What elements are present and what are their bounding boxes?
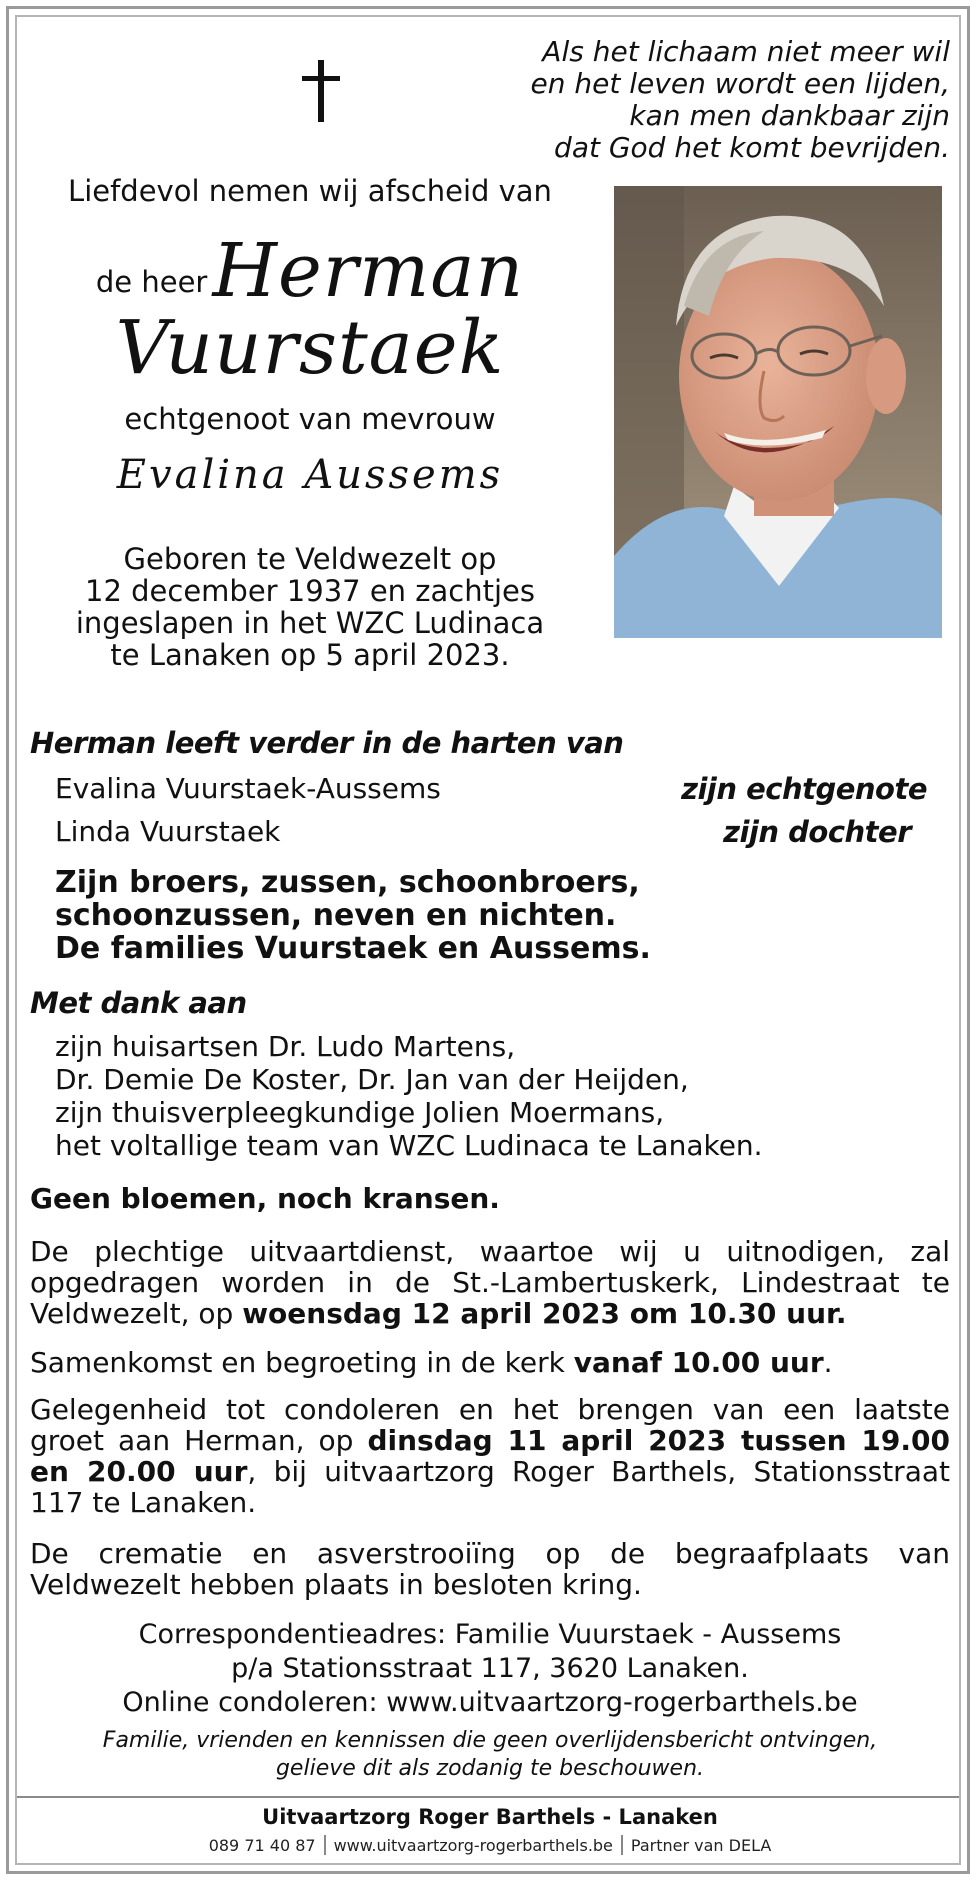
extended-family-line: De families Vuurstaek en Aussems. [55, 931, 651, 966]
thanks-line: zijn huisartsen Dr. Ludo Martens, [55, 1030, 516, 1063]
deceased-first-name: Herman [212, 228, 525, 314]
family-member-relation: zijn echtgenote [681, 772, 927, 806]
footer-website-link[interactable]: www.uitvaartzorg-rogerbarthels.be [333, 1836, 613, 1855]
thanks-list [55, 1030, 763, 1162]
portrait-photo [614, 186, 942, 638]
family-member-relation: zijn dochter [723, 815, 911, 849]
birth-line: ingeslapen in het WZC Ludinaca [75, 606, 545, 640]
gathering-time: vanaf 10.00 uur [573, 1346, 824, 1379]
poem-line: kan men dankbaar zijn [629, 99, 950, 132]
birth-line: 12 december 1937 en zachtjes [85, 574, 535, 608]
deceased-last-name: Vuurstaek [115, 305, 505, 391]
cross-icon [296, 58, 346, 124]
funeral-service-paragraph [30, 1236, 950, 1329]
funeral-home-name: Uitvaartzorg Roger Barthels - Lanaken [262, 1805, 718, 1829]
family-member-row [55, 815, 935, 848]
condolence-paragraph [30, 1394, 950, 1518]
extended-family-line: Zijn broers, zussen, schoonbroers, [55, 865, 640, 900]
family-member-name: Evalina Vuurstaek-Aussems [55, 772, 441, 805]
correspondence-address: Correspondentieadres: Familie Vuurstaek - Aussems [138, 1619, 842, 1650]
footer-separator [621, 1835, 623, 1855]
birth-line: Geboren te Veldwezelt op [123, 542, 497, 576]
note-line: gelieve dit als zodanig te beschouwen. [275, 1756, 705, 1781]
poem-line: en het leven wordt een lijden, [530, 67, 950, 100]
spouse-name: Evalina Aussems [116, 452, 504, 498]
online-condolence-link[interactable]: Online condoleren: www.uitvaartzorg-rogerbarthels.be [122, 1687, 858, 1718]
footer-contact [30, 1835, 950, 1855]
no-flowers-notice: Geen bloemen, noch kransen. [30, 1182, 500, 1215]
condolence-location: , bij uitvaartzorg Roger Barthels, Stationsstraat 117 te Lanaken. [30, 1455, 950, 1519]
poem-line: dat God het komt bevrijden. [554, 131, 950, 164]
extended-family [55, 866, 651, 965]
footer-divider [17, 1796, 959, 1798]
deceased-first-name-row [30, 228, 590, 314]
gathering-end: . [823, 1346, 833, 1379]
intro-text: Liefdevol nemen wij afscheid van [68, 174, 552, 208]
gathering-text: Samenkomst en begroeting in de kerk [30, 1346, 574, 1379]
note-line: Familie, vrienden en kennissen die geen overlijdensbericht ontvingen, [102, 1728, 878, 1753]
deceased-last-name-row [30, 305, 590, 391]
footer-separator [324, 1835, 326, 1855]
thanks-line: het voltallige team van WZC Ludinaca te Lanaken. [55, 1129, 763, 1162]
birth-death-info [30, 543, 590, 671]
service-datetime: woensdag 12 april 2023 om 10.30 uur. [242, 1297, 847, 1330]
condolence-text: Gelegenheid tot condoleren en het brengen van een laatste groet aan Herman, op [30, 1393, 950, 1457]
poem [470, 36, 950, 164]
name-prefix: de heer [95, 265, 208, 299]
poem-line: Als het lichaam niet meer wil [542, 35, 950, 68]
family-title: Herman leeft verder in de harten van [30, 726, 624, 760]
extended-family-line: schoonzussen, neven en nichten. [55, 898, 617, 933]
thanks-title: Met dank aan [30, 986, 247, 1020]
correspondence-block [30, 1618, 950, 1720]
birth-line: te Lanaken op 5 april 2023. [110, 638, 510, 672]
thanks-line: Dr. Demie De Koster, Dr. Jan van der Heijden, [55, 1063, 689, 1096]
gathering-paragraph [30, 1347, 950, 1378]
cremation-paragraph: De crematie en asverstrooiïng op de begraafplaats van Veldwezelt hebben plaats in besloten kring. [30, 1537, 950, 1601]
footer-phone[interactable]: 089 71 40 87 [208, 1836, 316, 1855]
notice-note [30, 1727, 950, 1783]
condolence-datetime: dinsdag 11 april 2023 tussen 19.00 en 20.00 uur [30, 1424, 950, 1488]
footer-partner: Partner van DELA [630, 1836, 772, 1855]
spouse-label: echtgenoot van mevrouw [124, 402, 496, 436]
thanks-line: zijn thuisverpleegkundige Jolien Moermans, [55, 1096, 665, 1129]
service-text: De plechtige uitvaartdienst, waartoe wij u uitnodigen, zal opgedragen worden in de St.-Lambertuskerk, Lindestraat te Veldwezelt, op [30, 1235, 950, 1330]
family-member-name: Linda Vuurstaek [55, 815, 281, 848]
correspondence-street: p/a Stationsstraat 117, 3620 Lanaken. [231, 1653, 749, 1684]
family-member-row [55, 772, 935, 805]
